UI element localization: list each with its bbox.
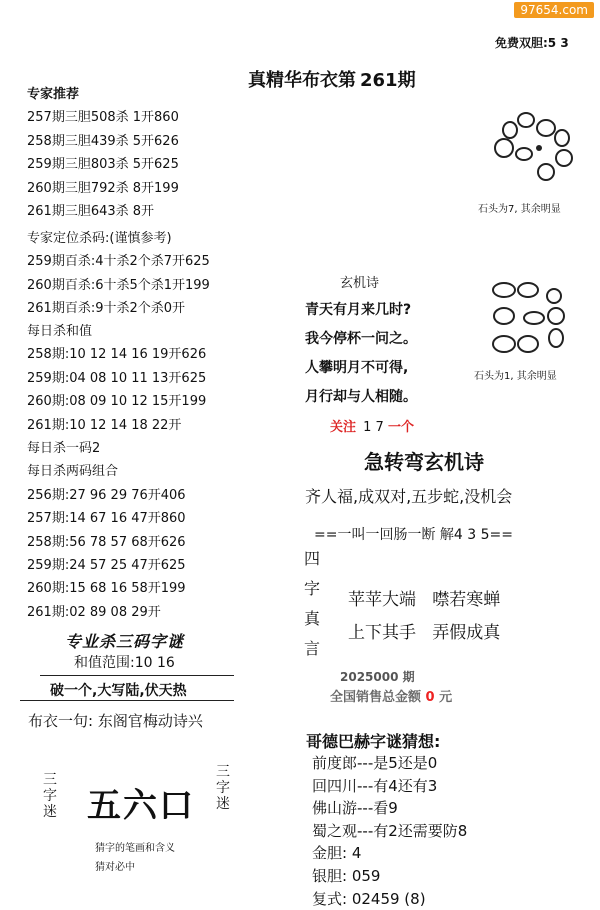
sharp-line: 齐人福,成双对,五步蛇,没机会 (305, 487, 513, 506)
issue-number: 261期 (360, 70, 416, 91)
free-double-label: 免费双胆:5 3 (495, 36, 569, 50)
list-item: 259期百杀:4十杀2个杀7开625 (27, 254, 210, 270)
list-item: 257期三胆508杀 1开860 (27, 110, 179, 126)
list-item: 256期:27 96 29 76开406 (27, 487, 186, 503)
follow-label: 关注 (330, 420, 357, 435)
stone-puzzle-1 (484, 108, 584, 190)
sales-unit: 元 (439, 690, 453, 705)
goethe-lines (312, 752, 467, 910)
four-char: 字 (304, 579, 321, 598)
position-heading: 专家定位杀码:(谨慎参考) (27, 231, 172, 246)
yijiao-line: ==一叫一回肠一断 解4 3 5== (314, 527, 513, 543)
expert-lines (27, 106, 179, 223)
phrase: 苹苹大端 噤若寒蝉 (348, 590, 501, 610)
poem-line: 青天有月来几时? (305, 302, 412, 318)
list-item: 佛山游---看9 (312, 799, 398, 818)
title-text: 真精华布衣第 (248, 70, 356, 91)
list-item: 258期三胆439杀 5开626 (27, 133, 179, 149)
sales-issue: 2025000 期 (340, 670, 415, 684)
divider (40, 675, 234, 676)
side-char: 迷 (216, 796, 230, 812)
list-item: 260期:08 09 10 12 15开199 (27, 394, 207, 410)
value-range: 和值范围:10 16 (74, 655, 175, 671)
sales-line (330, 686, 452, 705)
phrase: 上下其手 弄假成真 (348, 623, 501, 643)
sales-value: 0 (425, 690, 435, 705)
hint-text: 猜对必中 (95, 862, 135, 873)
break-line: 破一个,大写陆,伏天热 (50, 683, 187, 699)
side-char: 迷 (43, 804, 57, 820)
goethe-heading: 哥德巴赫字谜猜想: (306, 732, 441, 751)
sharp-title: 急转弯玄机诗 (364, 450, 484, 474)
follow-line (330, 416, 414, 435)
list-item: 258期:56 78 57 68开626 (27, 534, 186, 550)
kill-one: 每日杀一码2 (27, 440, 101, 456)
expert-heading: 专家推荐 (27, 87, 80, 102)
side-char: 字 (216, 780, 230, 796)
hint-text: 猜字的笔画和含义 (95, 843, 175, 854)
list-item: 259期:24 57 25 47开625 (27, 557, 186, 573)
sum-section (27, 320, 206, 624)
list-item: 回四川---有4还有3 (312, 776, 438, 795)
list-item: 前度郎---是5还是0 (312, 754, 438, 772)
list-item: 259期三胆803杀 5开625 (27, 157, 179, 173)
position-section (27, 227, 210, 321)
poem-line: 我今停杯一问之。 (305, 331, 417, 347)
stone-puzzle-2 (484, 272, 584, 362)
list-item: 259期:04 08 10 11 13开625 (27, 370, 207, 386)
list-item: 260期三胆792杀 8开199 (27, 180, 179, 196)
follow-number: 1 7 (363, 420, 384, 435)
two-heading: 每日杀两码组合 (27, 464, 119, 480)
four-char: 真 (304, 609, 321, 628)
three-riddle-title: 专业杀三码字谜 (65, 632, 185, 651)
side-char: 三 (216, 764, 230, 780)
list-item: 蜀之观---有2还需要防8 (312, 821, 468, 840)
side-label-right (215, 764, 231, 812)
list-item: 复式: 02459 (8) (312, 889, 426, 908)
side-label-left (42, 772, 58, 820)
list-item: 261期:10 12 14 18 22开 (27, 417, 182, 433)
follow-suffix: 一个 (387, 420, 414, 435)
list-item: 258期:10 12 14 16 19开626 (27, 347, 207, 363)
buyi-sentence: 布衣一句: 东阁官梅动诗兴 (28, 712, 203, 730)
sales-label: 全国销售总金额 (330, 690, 422, 705)
list-item: 260期:15 68 16 58开199 (27, 581, 186, 597)
list-item: 260期百杀:6十杀5个杀1开199 (27, 277, 210, 293)
expert-section (27, 83, 179, 223)
watermark: 97654.com (514, 2, 594, 18)
four-chars (304, 544, 322, 664)
stone-caption-1: 石头为7, 其余明显 (478, 204, 561, 215)
side-char: 三 (43, 772, 57, 788)
stone-caption-2: 石头为1, 其余明显 (474, 371, 557, 382)
four-char: 言 (304, 639, 321, 658)
poem-title: 玄机诗 (340, 276, 380, 291)
riddle-word: 五六口 (87, 786, 195, 826)
side-char: 字 (43, 788, 57, 804)
sum-heading: 每日杀和值 (27, 324, 93, 339)
list-item: 261期三胆643杀 8开 (27, 203, 155, 219)
poem-line: 月行却与人相随。 (305, 389, 417, 405)
poem-line: 人攀明月不可得, (305, 360, 409, 376)
divider (20, 700, 234, 701)
four-char: 四 (304, 549, 321, 568)
poem-body (305, 296, 417, 412)
list-item: 银胆: 059 (312, 866, 381, 885)
list-item: 金胆: 4 (312, 844, 362, 863)
list-item: 261期百杀:9十杀2个杀0开 (27, 301, 186, 317)
list-item: 261期:02 89 08 29开 (27, 604, 161, 620)
main-title (248, 66, 416, 92)
list-item: 257期:14 67 16 47开860 (27, 511, 186, 527)
